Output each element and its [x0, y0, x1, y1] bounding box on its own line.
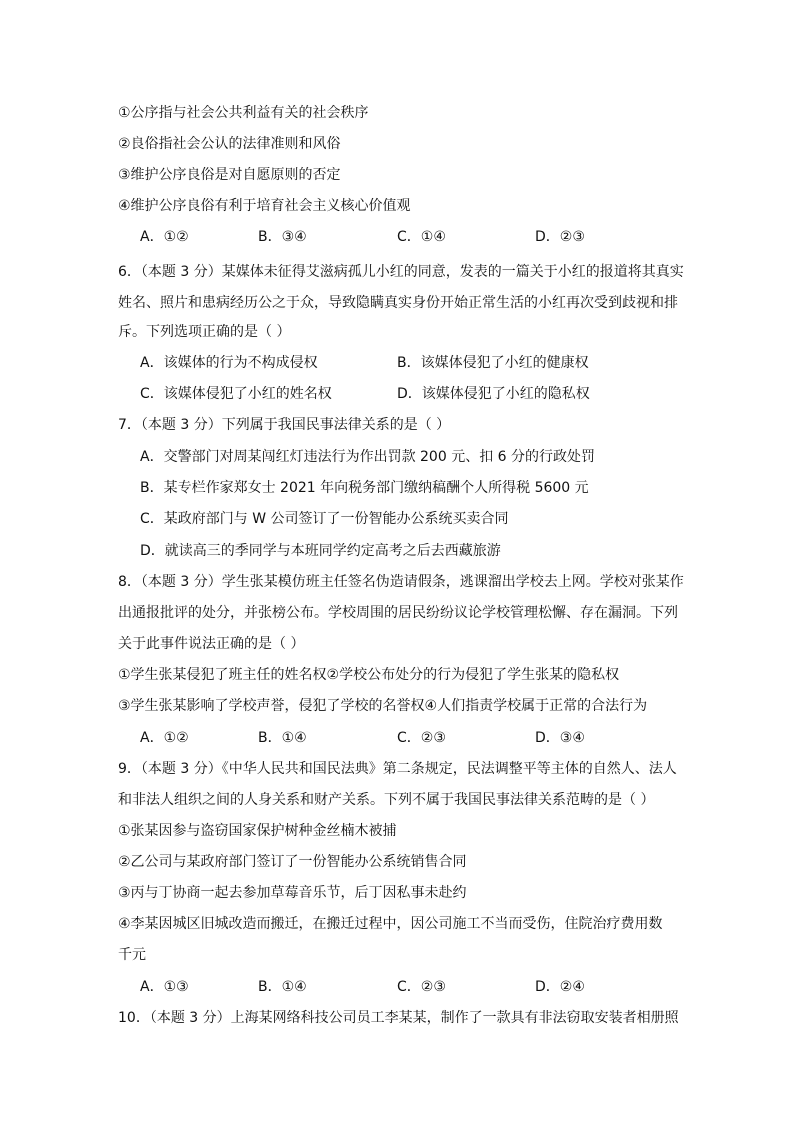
q8-stem-line-2: 出通报批评的处分，并张榜公布。学校周围的居民纷纷议论学校管理松懈、存在漏洞。下列: [118, 605, 678, 621]
q9-option-d: D．②④: [535, 979, 585, 995]
q8-option-d: D．③④: [535, 730, 585, 746]
q6-stem-line-3: 斥。下列选项正确的是（ ）: [118, 324, 291, 340]
q9-statement-4: ④李某因城区旧城改造而搬迁，在搬迁过程中，因公司施工不当而受伤，住院治疗费用数: [118, 916, 663, 932]
q5-option-a: A．①②: [140, 229, 189, 245]
q5-statement-3: ③维护公序良俗是对自愿原则的否定: [118, 167, 341, 183]
q5-statement-4: ④维护公序良俗有利于培育社会主义核心价值观: [118, 198, 411, 214]
q8-stem-line-3: 关于此事件说法正确的是（ ）: [118, 636, 305, 652]
q9-statement-3: ③丙与丁协商一起去参加草莓音乐节，后丁因私事未赴约: [118, 885, 467, 901]
q8-option-b: B．①④: [258, 730, 307, 746]
q5-option-c: C．①④: [397, 229, 446, 245]
q6-option-c: C．该媒体侵犯了小红的姓名权: [140, 386, 332, 402]
q9-stem-line-2: 和非法人组织之间的人身关系和财产关系。下列不属于我国民事法律关系范畴的是（ ）: [118, 792, 655, 808]
q9-statement-4-cont: 千元: [118, 947, 146, 963]
q7-option-b: B．某专栏作家郑女士 2021 年向税务部门缴纳稿酬个人所得税 5600 元: [140, 480, 589, 496]
q8-statements-1-2: ①学生张某侵犯了班主任的姓名权②学校公布处分的行为侵犯了学生张某的隐私权: [118, 667, 620, 683]
q9-option-c: C．②③: [397, 979, 446, 995]
q8-statements-3-4: ③学生张某影响了学校声誉，侵犯了学校的名誉权④人们指责学校属于正常的合法行为: [118, 698, 648, 714]
q9-statement-2: ②乙公司与某政府部门签订了一份智能办公系统销售合同: [118, 854, 467, 870]
q6-option-b: B．该媒体侵犯了小红的健康权: [397, 355, 589, 371]
q5-statement-1: ①公序指与社会公共利益有关的社会秩序: [118, 105, 369, 121]
q7-stem: 7．（本题 3 分）下列属于我国民事法律关系的是（ ）: [118, 417, 451, 433]
q7-option-d: D．就读高三的季同学与本班同学约定高考之后去西藏旅游: [140, 543, 501, 559]
q9-option-a: A．①③: [140, 979, 189, 995]
q8-option-a: A．①②: [140, 730, 189, 746]
q9-statement-1: ①张某因参与盗窃国家保护树种金丝楠木被捕: [118, 823, 397, 839]
q9-option-b: B．①④: [258, 979, 307, 995]
q6-stem-line-2: 姓名、照片和患病经历公之于众，导致隐瞒真实身份开始正常生活的小红再次受到歧视和排: [118, 295, 678, 311]
q9-stem-line-1: 9．（本题 3 分）《中华人民共和国民法典》第二条规定，民法调整平等主体的自然人、法人: [118, 761, 677, 777]
q5-statement-2: ②良俗指社会公认的法律准则和风俗: [118, 136, 341, 152]
q7-option-c: C．某政府部门与 W 公司签订了一份智能办公系统买卖合同: [140, 511, 509, 527]
q7-option-a: A．交警部门对周某闯红灯违法行为作出罚款 200 元、扣 6 分的行政处罚: [140, 449, 596, 465]
q6-stem-line-1: 6．（本题 3 分）某媒体未征得艾滋病孤儿小红的同意，发表的一篇关于小红的报道将其真实: [118, 264, 684, 280]
q6-option-a: A．该媒体的行为不构成侵权: [140, 355, 318, 371]
q5-option-d: D．②③: [535, 229, 585, 245]
q8-option-c: C．②③: [397, 730, 446, 746]
q5-option-b: B．③④: [258, 229, 307, 245]
q10-stem: 10．（本题 3 分）上海某网络科技公司员工李某某，制作了一款具有非法窃取安装者相册照: [118, 1010, 679, 1026]
q6-option-d: D．该媒体侵犯了小红的隐私权: [397, 386, 590, 402]
q8-stem-line-1: 8．（本题 3 分）学生张某模仿班主任签名伪造请假条，逃课溜出学校去上网。学校对张某作: [118, 574, 684, 590]
